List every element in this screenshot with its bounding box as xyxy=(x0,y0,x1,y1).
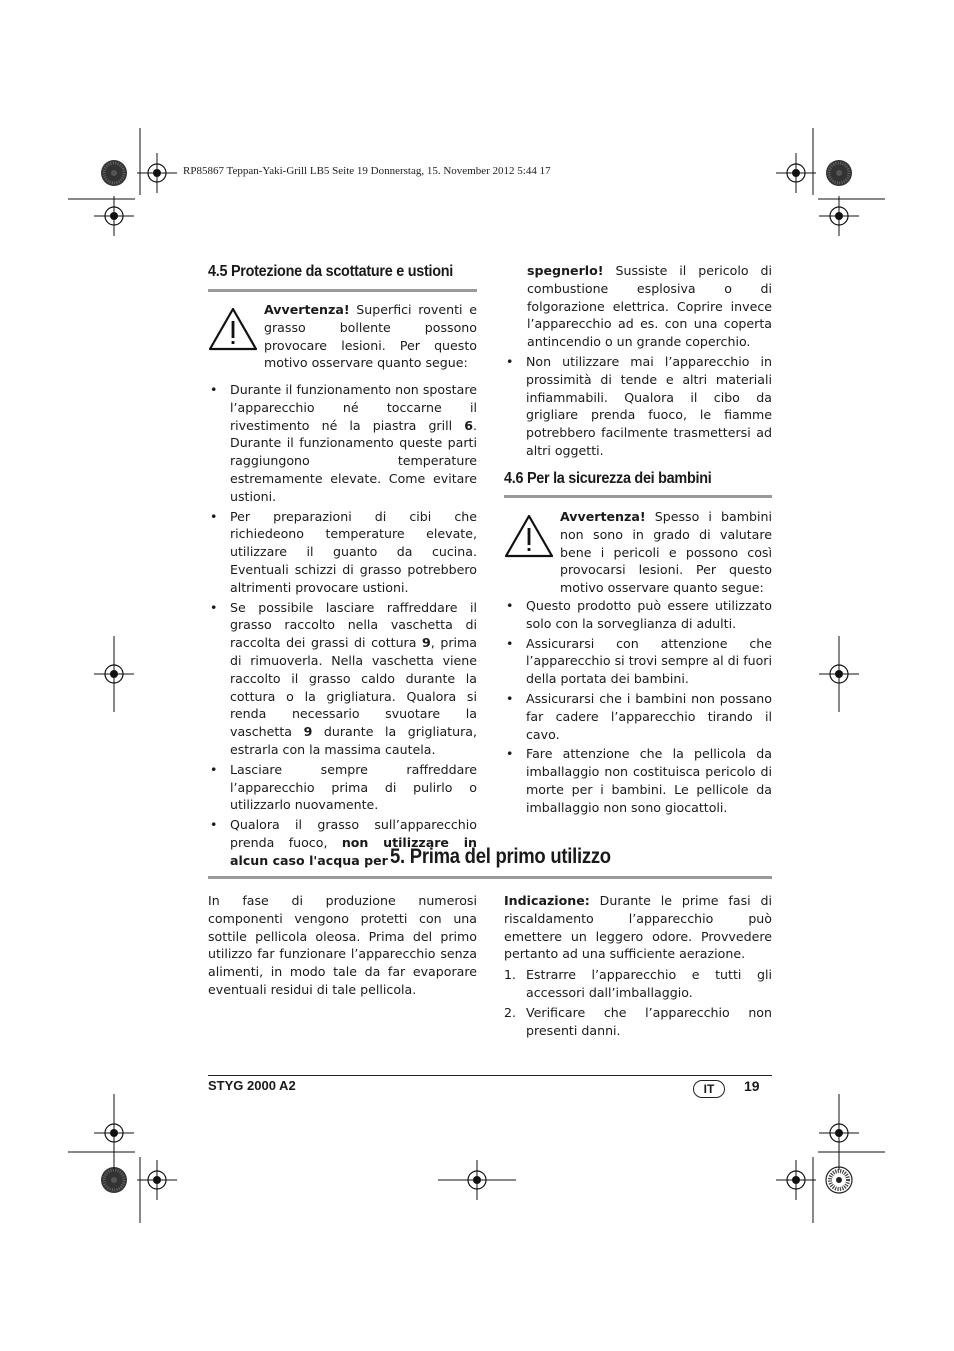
page-number: 19 xyxy=(744,1078,760,1094)
list-item: • Fare attenzione che la pellicola da imballaggio non costituisca pericolo di morte per i bambini. Le pellicole da imballaggio non sono giocattoli. xyxy=(504,745,772,816)
note-text: Durante le prime fasi di riscaldamento l’apparecchio può emettere un leggero odore. Provvedere pertanto ad una sufficiente aerazione. xyxy=(504,893,772,962)
list-item: • Assicurarsi che i bambini non possano far cadere l’apparecchio tirando il cavo. xyxy=(504,690,772,743)
footer-rule xyxy=(208,1075,772,1076)
warning-block xyxy=(208,301,477,381)
section-4-5-continued: spegnerlo! Sussiste il pericolo di combustione esplosiva o di folgorazione elettrica. Coprire invece l’apparecchio ad es. con una coperta antincendio o un grande coperchio. • Non utilizzare mai l’apparecchio in prossimità di tende e altri materiali infiammabili. Qualora il cibo da grigliare prenda fuoco, le fiamme potrebbero facilmente trasmettersi ad altri oggetti. xyxy=(504,262,772,462)
bullet-list xyxy=(504,353,772,460)
section-4-5-rule xyxy=(208,289,477,292)
warning-triangle-icon xyxy=(504,514,554,558)
warning-block xyxy=(504,508,772,597)
list-item: • Durante il funzionamento non spostare l’apparecchio né toccarne il rivestimento né la piastra grill 6. Durante il funzionamento queste parti raggiungono temperature estremamente elevate. Come evitare ustioni. xyxy=(208,381,477,506)
section-4-5-title: 4.5 Protezione da scottature e ustioni xyxy=(208,263,453,280)
list-item: • Se possibile lasciare raffreddare il grasso raccolto nella vaschetta di raccolta dei grassi di cottura 9, prima di rimuoverla. Nella vaschetta viene raccolto il grasso caldo durante la cottura o la grigliatura. Qualora si renda necessario svuotare la vaschetta 9 durante la grigliatura, estrarla con la massima cautela. xyxy=(208,599,477,759)
section-4-6-body xyxy=(504,508,772,819)
section-5-steps xyxy=(504,892,772,1041)
warning-text: Spesso i bambini non sono in grado di valutare bene i pericoli e possono così provocarsi lesioni. Per questo motivo osservare quanto segue: xyxy=(560,509,772,596)
warning-label: Avvertenza! xyxy=(560,509,646,524)
list-item: • Lasciare sempre raffreddare l’apparecchio prima di pulirlo o utilizzarlo nuovamente. xyxy=(208,761,477,814)
list-item: • Qualora il grasso sull’apparecchio prenda fuoco, non utilizzare in alcun caso l'acqua per xyxy=(208,816,477,869)
list-item: • Assicurarsi con attenzione che l’apparecchio si trovi sempre al di fuori della portata dei bambini. xyxy=(504,635,772,688)
list-item: • Questo prodotto può essere utilizzato solo con la sorveglianza di adulti. xyxy=(504,597,772,633)
list-item: 2. Verificare che l’apparecchio non presenti danni. xyxy=(504,1004,772,1038)
section-5-rule xyxy=(208,876,772,879)
header-slug: RP85867 Teppan-Yaki-Grill LB5 Seite 19 Donnerstag, 15. November 2012 5:44 17 xyxy=(183,165,551,177)
continued-bold: spegnerlo! xyxy=(527,263,604,278)
footer-model: STYG 2000 A2 xyxy=(208,1078,296,1093)
warning-text: Superfici roventi e grasso bollente possono provocare lesioni. Per questo motivo osservare quanto segue: xyxy=(264,302,477,371)
bullet-list xyxy=(208,381,477,870)
steps-list xyxy=(504,966,772,1039)
section-5-title: 5. Prima del primo utilizzo xyxy=(390,845,611,868)
warning-triangle-icon xyxy=(208,307,258,351)
bullet-list xyxy=(504,597,772,817)
section-4-5-body xyxy=(208,301,477,872)
language-badge: IT xyxy=(693,1080,725,1098)
list-item: • Per preparazioni di cibi che richiedeono temperature elevate, utilizzare il guanto da cucina. Eventuali schizzi di grasso potrebbero altrimenti provocare ustioni. xyxy=(208,508,477,597)
list-item: • Non utilizzare mai l’apparecchio in prossimità di tende e altri materiali infiammabili. Qualora il cibo da grigliare prenda fuoco, le fiamme potrebbero facilmente trasmettersi ad altri oggetti. xyxy=(504,353,772,460)
warning-label: Avvertenza! xyxy=(264,302,350,317)
section-4-6-title: 4.6 Per la sicurezza dei bambini xyxy=(504,470,712,487)
list-item: 1. Estrarre l’apparecchio e tutti gli accessori dall’imballaggio. xyxy=(504,967,772,1000)
section-4-6-rule xyxy=(504,495,772,498)
section-5-intro: In fase di produzione numerosi componenti vengono protetti con una sottile pellicola oleosa. Prima del primo utilizzo far funzionare l’apparecchio senza alimenti, in modo tale da far evaporare eventuali residui di tale pellicola. xyxy=(208,893,477,997)
note-label: Indicazione: xyxy=(504,893,590,908)
